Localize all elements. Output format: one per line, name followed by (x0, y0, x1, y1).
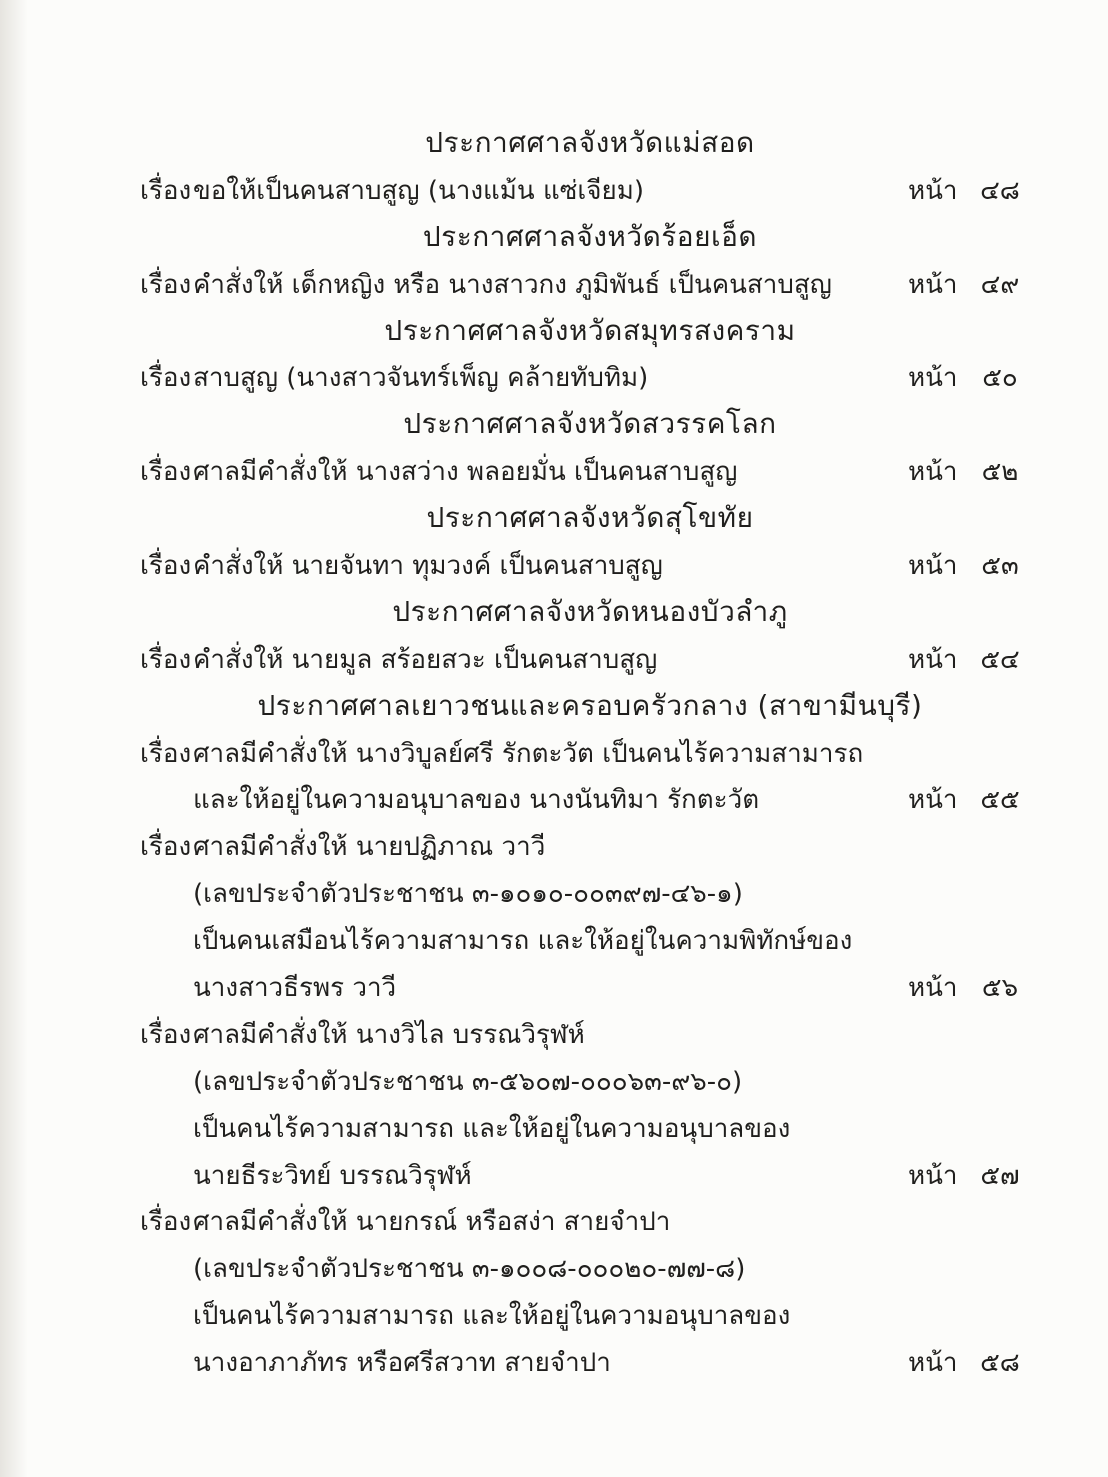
citizen-id-text: (เลขประจำตัวประชาชน ๓-๑๐๑๐-๐๐๓๙๗-๔๖-๑) (193, 879, 743, 910)
court-section-header: ประกาศศาลจังหวัดสวรรคโลก (403, 407, 777, 441)
item-subject-text: และให้อยู่ในความอนุบาลของ นางนันทิมา รักตะวัต (193, 785, 760, 816)
topic-label: เรื่อง (140, 457, 192, 488)
toc-item-row (140, 1198, 1040, 1245)
gazette-toc-page (0, 120, 1108, 1386)
page-word-label: หน้า (908, 644, 958, 675)
item-subject-text: ศาลมีคำสั่งให้ นางวิไล บรรณวิรุฬห์ (193, 1019, 585, 1050)
court-section-header: ประกาศศาลจังหวัดแม่สอด (425, 126, 755, 159)
court-section-header: ประกาศศาลจังหวัดร้อยเอ็ด (422, 219, 758, 253)
toc-item-row (140, 261, 1040, 308)
page-word-label: หน้า (908, 457, 958, 488)
topic-label: เรื่อง (140, 1207, 192, 1238)
toc-item-row (140, 448, 1040, 495)
page-number-thai: ๕๓ (981, 550, 1019, 581)
toc-item-row (140, 1011, 1040, 1058)
item-subject-text: คำสั่งให้ นายจันทา ทุมวงค์ เป็นคนสาบสูญ (193, 550, 663, 581)
page-word-label: หน้า (908, 785, 958, 816)
page-word-label: หน้า (908, 972, 958, 1003)
toc-item-row (140, 167, 1040, 214)
toc-item-row (140, 542, 1040, 589)
topic-label: เรื่อง (140, 550, 192, 581)
court-section-header: ประกาศศาลจังหวัดหนองบัวลำภู (392, 594, 788, 628)
item-subject-text: ศาลมีคำสั่งให้ นายปฏิภาณ วาวี (193, 832, 546, 863)
toc-item-row (140, 354, 1040, 401)
toc-item-continuation-row (140, 917, 1040, 964)
item-subject-text: ขอให้เป็นคนสาบสูญ (นางแม้น แซ่เจียม) (193, 175, 645, 206)
toc-item-continuation-row (140, 964, 1040, 1011)
page-word-label: หน้า (908, 1348, 958, 1379)
toc-item-continuation-row (140, 1152, 1040, 1199)
toc-item-row (140, 823, 1040, 870)
page-number-thai: ๔๘ (980, 175, 1020, 206)
citizen-id-text: (เลขประจำตัวประชาชน ๓-๑๐๐๘-๐๐๐๒๐-๗๗-๘) (193, 1254, 746, 1285)
court-section-header: ประกาศศาลเยาวชนและครอบครัวกลาง (สาขามีนบุรี) (257, 688, 923, 722)
item-subject-text: คำสั่งให้ นายมูล สร้อยสวะ เป็นคนสาบสูญ (193, 644, 658, 675)
item-subject-text: เป็นคนไร้ความสามารถ และให้อยู่ในความอนุบาลของ (193, 1301, 791, 1332)
item-subject-text: นางสาวธีรพร วาวี (193, 972, 397, 1003)
toc-item-continuation-row (140, 776, 1040, 823)
page-number-thai: ๕๒ (981, 457, 1019, 488)
page-number-thai: ๕๕ (980, 785, 1020, 816)
page-number-thai: ๔๙ (980, 269, 1020, 300)
page-number-thai: ๕๘ (980, 1348, 1020, 1379)
page-number-thai: ๕๖ (981, 972, 1019, 1003)
topic-label: เรื่อง (140, 738, 192, 769)
topic-label: เรื่อง (140, 363, 192, 394)
page-number-thai: ๕๔ (980, 644, 1020, 675)
toc-item-continuation-row (140, 1339, 1040, 1386)
page-word-label: หน้า (908, 550, 958, 581)
topic-label: เรื่อง (140, 269, 192, 300)
topic-label: เรื่อง (140, 175, 192, 206)
item-subject-text: ศาลมีคำสั่งให้ นางสว่าง พลอยมั่น เป็นคนสาบสูญ (193, 457, 738, 488)
item-subject-text: นายธีระวิทย์ บรรณวิรุฬห์ (193, 1160, 472, 1191)
court-section-header: ประกาศศาลจังหวัดสมุทรสงคราม (384, 313, 796, 347)
toc-item-continuation-row (140, 1058, 1040, 1105)
topic-label: เรื่อง (140, 1019, 192, 1050)
page-number-thai: ๕๗ (980, 1160, 1020, 1191)
item-subject-text: สาบสูญ (นางสาวจันทร์เพ็ญ คล้ายทับทิม) (193, 363, 649, 394)
page-word-label: หน้า (908, 363, 958, 394)
toc-item-row (140, 730, 1040, 777)
court-section-header: ประกาศศาลจังหวัดสุโขทัย (426, 501, 754, 535)
toc-item-continuation-row (140, 1105, 1040, 1152)
item-subject-text: เป็นคนไร้ความสามารถ และให้อยู่ในความอนุบาลของ (193, 1113, 791, 1144)
toc-item-continuation-row (140, 1245, 1040, 1292)
item-subject-text: ศาลมีคำสั่งให้ นางวิบูลย์ศรี รักตะวัต เป็นคนไร้ความสามารถ (193, 738, 864, 769)
item-subject-text: ศาลมีคำสั่งให้ นายกรณ์ หรือสง่า สายจำปา (193, 1207, 671, 1238)
topic-label: เรื่อง (140, 832, 192, 863)
item-subject-text: คำสั่งให้ เด็กหญิง หรือ นางสาวกง ภูมิพันธ์ เป็นคนสาบสูญ (193, 269, 832, 300)
topic-label: เรื่อง (140, 644, 192, 675)
citizen-id-text: (เลขประจำตัวประชาชน ๓-๕๖๐๗-๐๐๐๖๓-๙๖-๐) (193, 1066, 743, 1097)
toc-item-row (140, 636, 1040, 683)
page-word-label: หน้า (908, 269, 958, 300)
toc-item-continuation-row (140, 870, 1040, 917)
toc-item-continuation-row (140, 1292, 1040, 1339)
page-word-label: หน้า (908, 1160, 958, 1191)
page-word-label: หน้า (908, 175, 958, 206)
page-number-thai: ๕๐ (982, 363, 1018, 394)
item-subject-text: นางอาภาภัทร หรือศรีสวาท สายจำปา (193, 1348, 611, 1379)
item-subject-text: เป็นคนเสมือนไร้ความสามารถ และให้อยู่ในความพิทักษ์ของ (193, 926, 853, 957)
